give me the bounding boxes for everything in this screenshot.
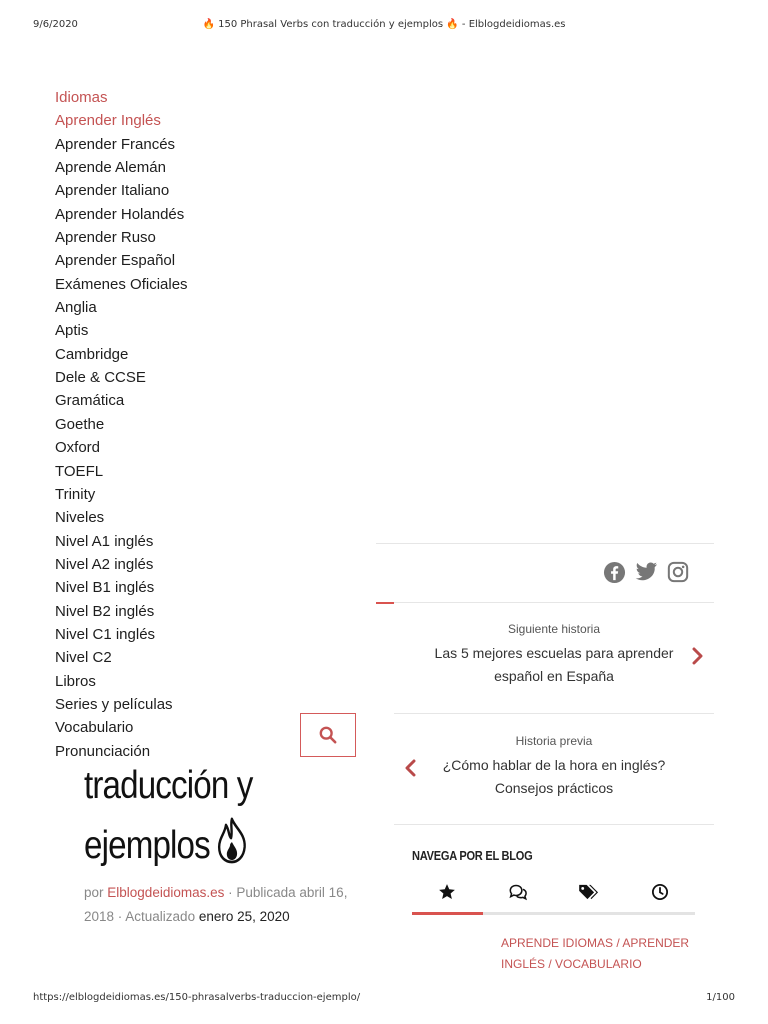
menu-item[interactable]: Gramática xyxy=(55,392,125,410)
menu-item[interactable]: Aprender Inglés xyxy=(55,112,161,130)
facebook-icon[interactable] xyxy=(602,560,626,584)
category-separator: / xyxy=(616,936,620,950)
fire-icon xyxy=(215,816,249,882)
chevron-right-icon[interactable] xyxy=(690,646,704,666)
tabs-progress-track xyxy=(412,912,695,915)
accent-line xyxy=(376,602,394,604)
menu-item[interactable]: Aprender Español xyxy=(55,252,176,270)
post-title-line-1: traducción y xyxy=(84,764,253,807)
menu-item[interactable]: Cambridge xyxy=(55,345,129,363)
updated-date: enero 25, 2020 xyxy=(198,909,290,924)
post-categories xyxy=(501,933,701,975)
by-label: por xyxy=(84,885,104,900)
menu-item[interactable]: Nivel B2 inglés xyxy=(55,602,155,620)
blog-nav-heading: NAVEGA POR EL BLOG xyxy=(412,848,533,863)
post-meta xyxy=(84,881,364,929)
print-page-number: 1/100 xyxy=(706,992,735,1003)
menu-item[interactable]: Nivel A2 inglés xyxy=(55,555,154,573)
author-link[interactable]: Elblogdeidiomas.es xyxy=(107,885,225,900)
tab-popular[interactable] xyxy=(412,878,483,906)
menu-item[interactable]: Trinity xyxy=(55,485,96,503)
menu-item[interactable]: Aprender Francés xyxy=(55,135,176,153)
tab-tags[interactable] xyxy=(554,878,625,906)
published-label: · Publicada abril 16, 2018 · Actualizado xyxy=(84,885,348,924)
tab-comments[interactable] xyxy=(483,878,554,906)
menu-item[interactable]: Aptis xyxy=(55,322,89,340)
menu-item[interactable]: Series y películas xyxy=(55,695,173,713)
twitter-icon[interactable] xyxy=(634,560,658,584)
menu-item[interactable]: Aprender Italiano xyxy=(55,182,170,200)
category-separator: / xyxy=(548,957,552,971)
menu-item[interactable]: Idiomas xyxy=(55,89,108,106)
next-story-title[interactable]: Las 5 mejores escuelas para aprender español en España xyxy=(434,645,674,684)
category-link[interactable]: APRENDE IDIOMAS xyxy=(501,936,614,950)
menu-item[interactable]: Nivel B1 inglés xyxy=(55,579,155,597)
tags-icon xyxy=(578,883,600,901)
divider xyxy=(376,602,714,603)
menu-item[interactable]: Anglia xyxy=(55,299,97,317)
previous-story-title[interactable]: ¿Cómo hablar de la hora en inglés? Consejos prácticos xyxy=(442,757,666,796)
menu-item[interactable]: Libros xyxy=(55,672,96,690)
instagram-icon[interactable] xyxy=(666,560,690,584)
post-title-line-2: ejemplos xyxy=(84,824,210,867)
menu-item[interactable]: TOEFL xyxy=(55,462,104,480)
menu-item[interactable]: Oxford xyxy=(55,439,101,457)
menu-item[interactable]: Nivel C1 inglés xyxy=(55,625,156,643)
divider xyxy=(376,543,714,544)
category-link[interactable]: VOCABULARIO xyxy=(555,957,642,971)
menu-item[interactable]: Aprender Ruso xyxy=(55,229,156,247)
previous-story[interactable] xyxy=(394,734,714,799)
chevron-left-icon[interactable] xyxy=(404,758,418,778)
menu-item[interactable]: Nivel C2 xyxy=(55,649,112,667)
next-story[interactable] xyxy=(394,622,714,687)
next-story-kicker: Siguiente historia xyxy=(507,622,601,636)
print-date: 9/6/2020 xyxy=(33,19,78,30)
menu-item[interactable]: Pronunciación xyxy=(55,742,151,760)
menu-item[interactable]: Exámenes Oficiales xyxy=(55,275,188,293)
clock-icon xyxy=(651,883,669,901)
post-title xyxy=(84,756,339,882)
menu-item[interactable]: Nivel A1 inglés xyxy=(55,532,154,550)
star-icon xyxy=(438,883,456,901)
divider xyxy=(394,713,714,714)
menu-item[interactable]: Vocabulario xyxy=(55,719,134,737)
print-url: https://elblogdeidiomas.es/150-phrasalverbs-traduccion-ejemplo/ xyxy=(33,992,361,1003)
tab-recent[interactable] xyxy=(624,878,695,906)
menu-item[interactable]: Aprender Holandés xyxy=(55,205,185,223)
comments-icon xyxy=(508,883,528,901)
menu-item[interactable]: Dele & CCSE xyxy=(55,369,146,387)
social-links xyxy=(602,560,690,584)
previous-story-kicker: Historia previa xyxy=(515,734,593,748)
blog-nav-tabs xyxy=(412,878,695,906)
search-icon xyxy=(319,726,337,744)
main-menu xyxy=(55,86,285,763)
menu-item[interactable]: Niveles xyxy=(55,509,105,527)
menu-item[interactable]: Goethe xyxy=(55,415,105,433)
divider xyxy=(394,824,714,825)
active-tab-indicator xyxy=(412,912,483,915)
menu-item[interactable]: Aprende Alemán xyxy=(55,159,166,177)
print-page-title: 🔥 150 Phrasal Verbs con traducción y ejemplos 🔥 - Elblogdeidiomas.es xyxy=(202,19,566,30)
category-link[interactable]: APRENDER INGLÉS xyxy=(501,936,690,971)
search-button[interactable] xyxy=(300,713,356,757)
